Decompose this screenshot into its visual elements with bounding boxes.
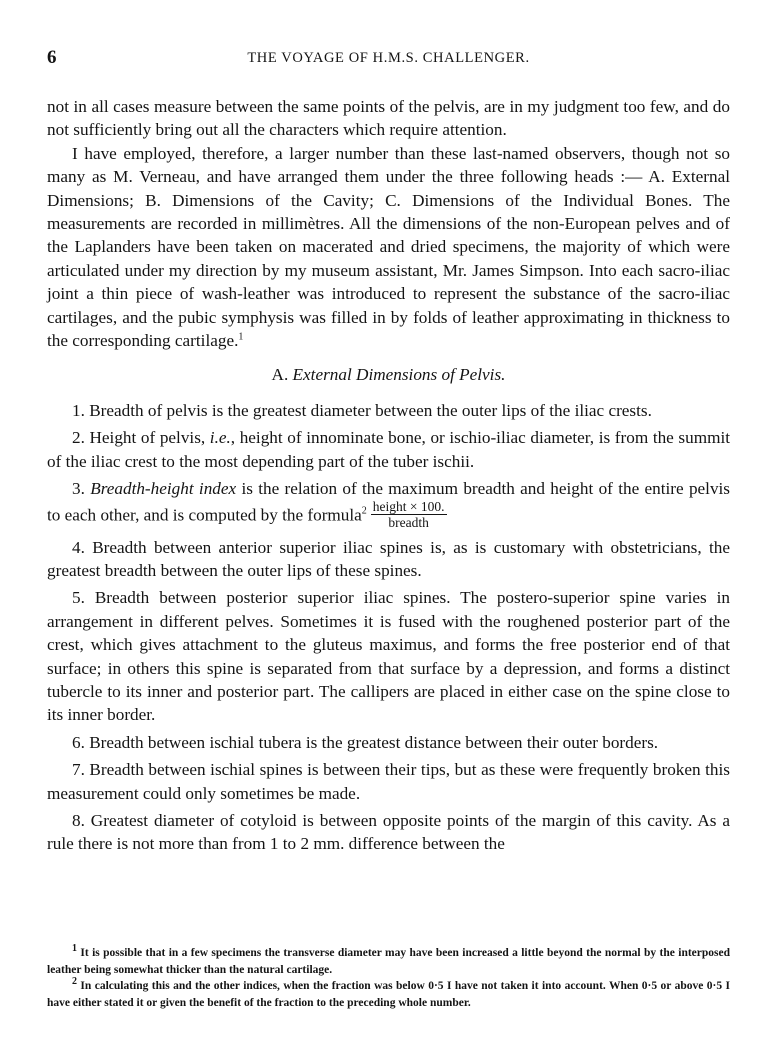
footnote-1-text: It is possible that in a few specimens the transverse diameter may have been increased a little beyond the normal by the interposed leather being somewhat thicker than the natural cartilage.	[47, 947, 730, 976]
body-text	[47, 95, 730, 860]
item-4: 4. Breadth between anterior superior iliac spines is, as is customary with obstetricians, the greatest breadth between the outer lips of these spines.	[47, 537, 730, 580]
page-number: 6	[47, 47, 57, 68]
paragraph-methods	[47, 142, 730, 353]
paragraph-methods-text: I have employed, therefore, a larger number than these last-named observers, though not so many as M. Verneau, and have arranged them under the three following heads :— A. External Dimensions; B. Dimensions of the Cavity; C. Dimensions of the Individual Bones. The measurements are recorded in millimètres. All the dimensions of the non-European pelves and of the Laplanders have been taken on macerated and dried specimens, the majority of which were articulated under my direction by my museum assistant, Mr. James Simpson. Into each sacro-iliac joint a thin piece of wash-leather was introduced to represent the substance of the sacro-iliac cartilages, and the pubic symphysis was filled in by folds of leather approximating in thickness to the corresponding cartilage.	[47, 143, 730, 351]
formula-denominator: breadth	[388, 514, 429, 530]
footnote-1	[47, 945, 730, 978]
section-title: External Dimensions of Pelvis.	[292, 365, 506, 385]
item-5: 5. Breadth between posterior superior iliac spines. The postero-superior spine varies in arrangement in different pelves. Sometimes it is fused with the roughened posterior part of the crest, which gives attachment to the gluteus maximus, and forms the free posterior end of that surface; in others this spine is separated from that surface by a depression, and forms a distinct tubercle to its inner and posterior part. The callipers are placed in either case on the spine close to its inner border.	[47, 588, 730, 725]
section-heading	[47, 363, 730, 386]
footnote-2-mark: 2	[72, 976, 77, 988]
item-2-start: 2. Height of pelvis,	[72, 428, 210, 448]
section-letter: A.	[271, 365, 289, 385]
formula-numerator: height × 100.	[372, 498, 445, 514]
item-1: 1. Breadth of pelvis is the greatest diameter between the outer lips of the iliac crests.	[72, 400, 652, 420]
item-3-number: 3.	[72, 479, 91, 499]
footnote-ref-1: 1	[238, 331, 244, 343]
page-header	[47, 47, 730, 71]
item-3-term: Breadth-height index	[90, 479, 237, 499]
item-8: 8. Greatest diameter of cotyloid is between opposite points of the margin of this cavity. As a rule there is not more than from 1 to 2 mm. difference between the	[47, 810, 730, 854]
running-title: THE VOYAGE OF H.M.S. CHALLENGER.	[247, 50, 530, 66]
item-2	[47, 426, 730, 473]
item-3-text: is the relation of the maximum breadth and height of the entire pelvis to each other, and is computed by the formula	[47, 479, 730, 524]
item-2-rest: , height of innominate bone, or ischio-iliac diameter, is from the summit of the iliac crest to the most depending part of the tuber ischii.	[47, 428, 730, 471]
footnote-2-text: In calculating this and the other indices, when the fraction was below 0·5 I have not taken it into account. When 0·5 or above 0·5 I have either stated it or given the benefit of the fraction to the preceding whole number.	[47, 980, 730, 1009]
item-6: 6. Breadth between ischial tubera is the greatest distance between their outer borders.	[72, 732, 659, 752]
item-2-ie: i.e.	[209, 428, 231, 448]
paragraph-continued: not in all cases measure between the same points of the pelvis, are in my judgment too few, and do not sufficiently bring out all the characters which require attention.	[47, 97, 730, 140]
footnotes	[47, 945, 730, 1011]
item-3	[47, 477, 730, 531]
formula-fraction	[371, 499, 447, 530]
footnote-2	[47, 978, 730, 1011]
footnote-1-mark: 1	[72, 943, 77, 955]
item-7: 7. Breadth between ischial spines is between their tips, but as these were frequently broken this measurement could only sometimes be made.	[47, 760, 730, 803]
footnote-ref-2: 2	[361, 505, 367, 517]
